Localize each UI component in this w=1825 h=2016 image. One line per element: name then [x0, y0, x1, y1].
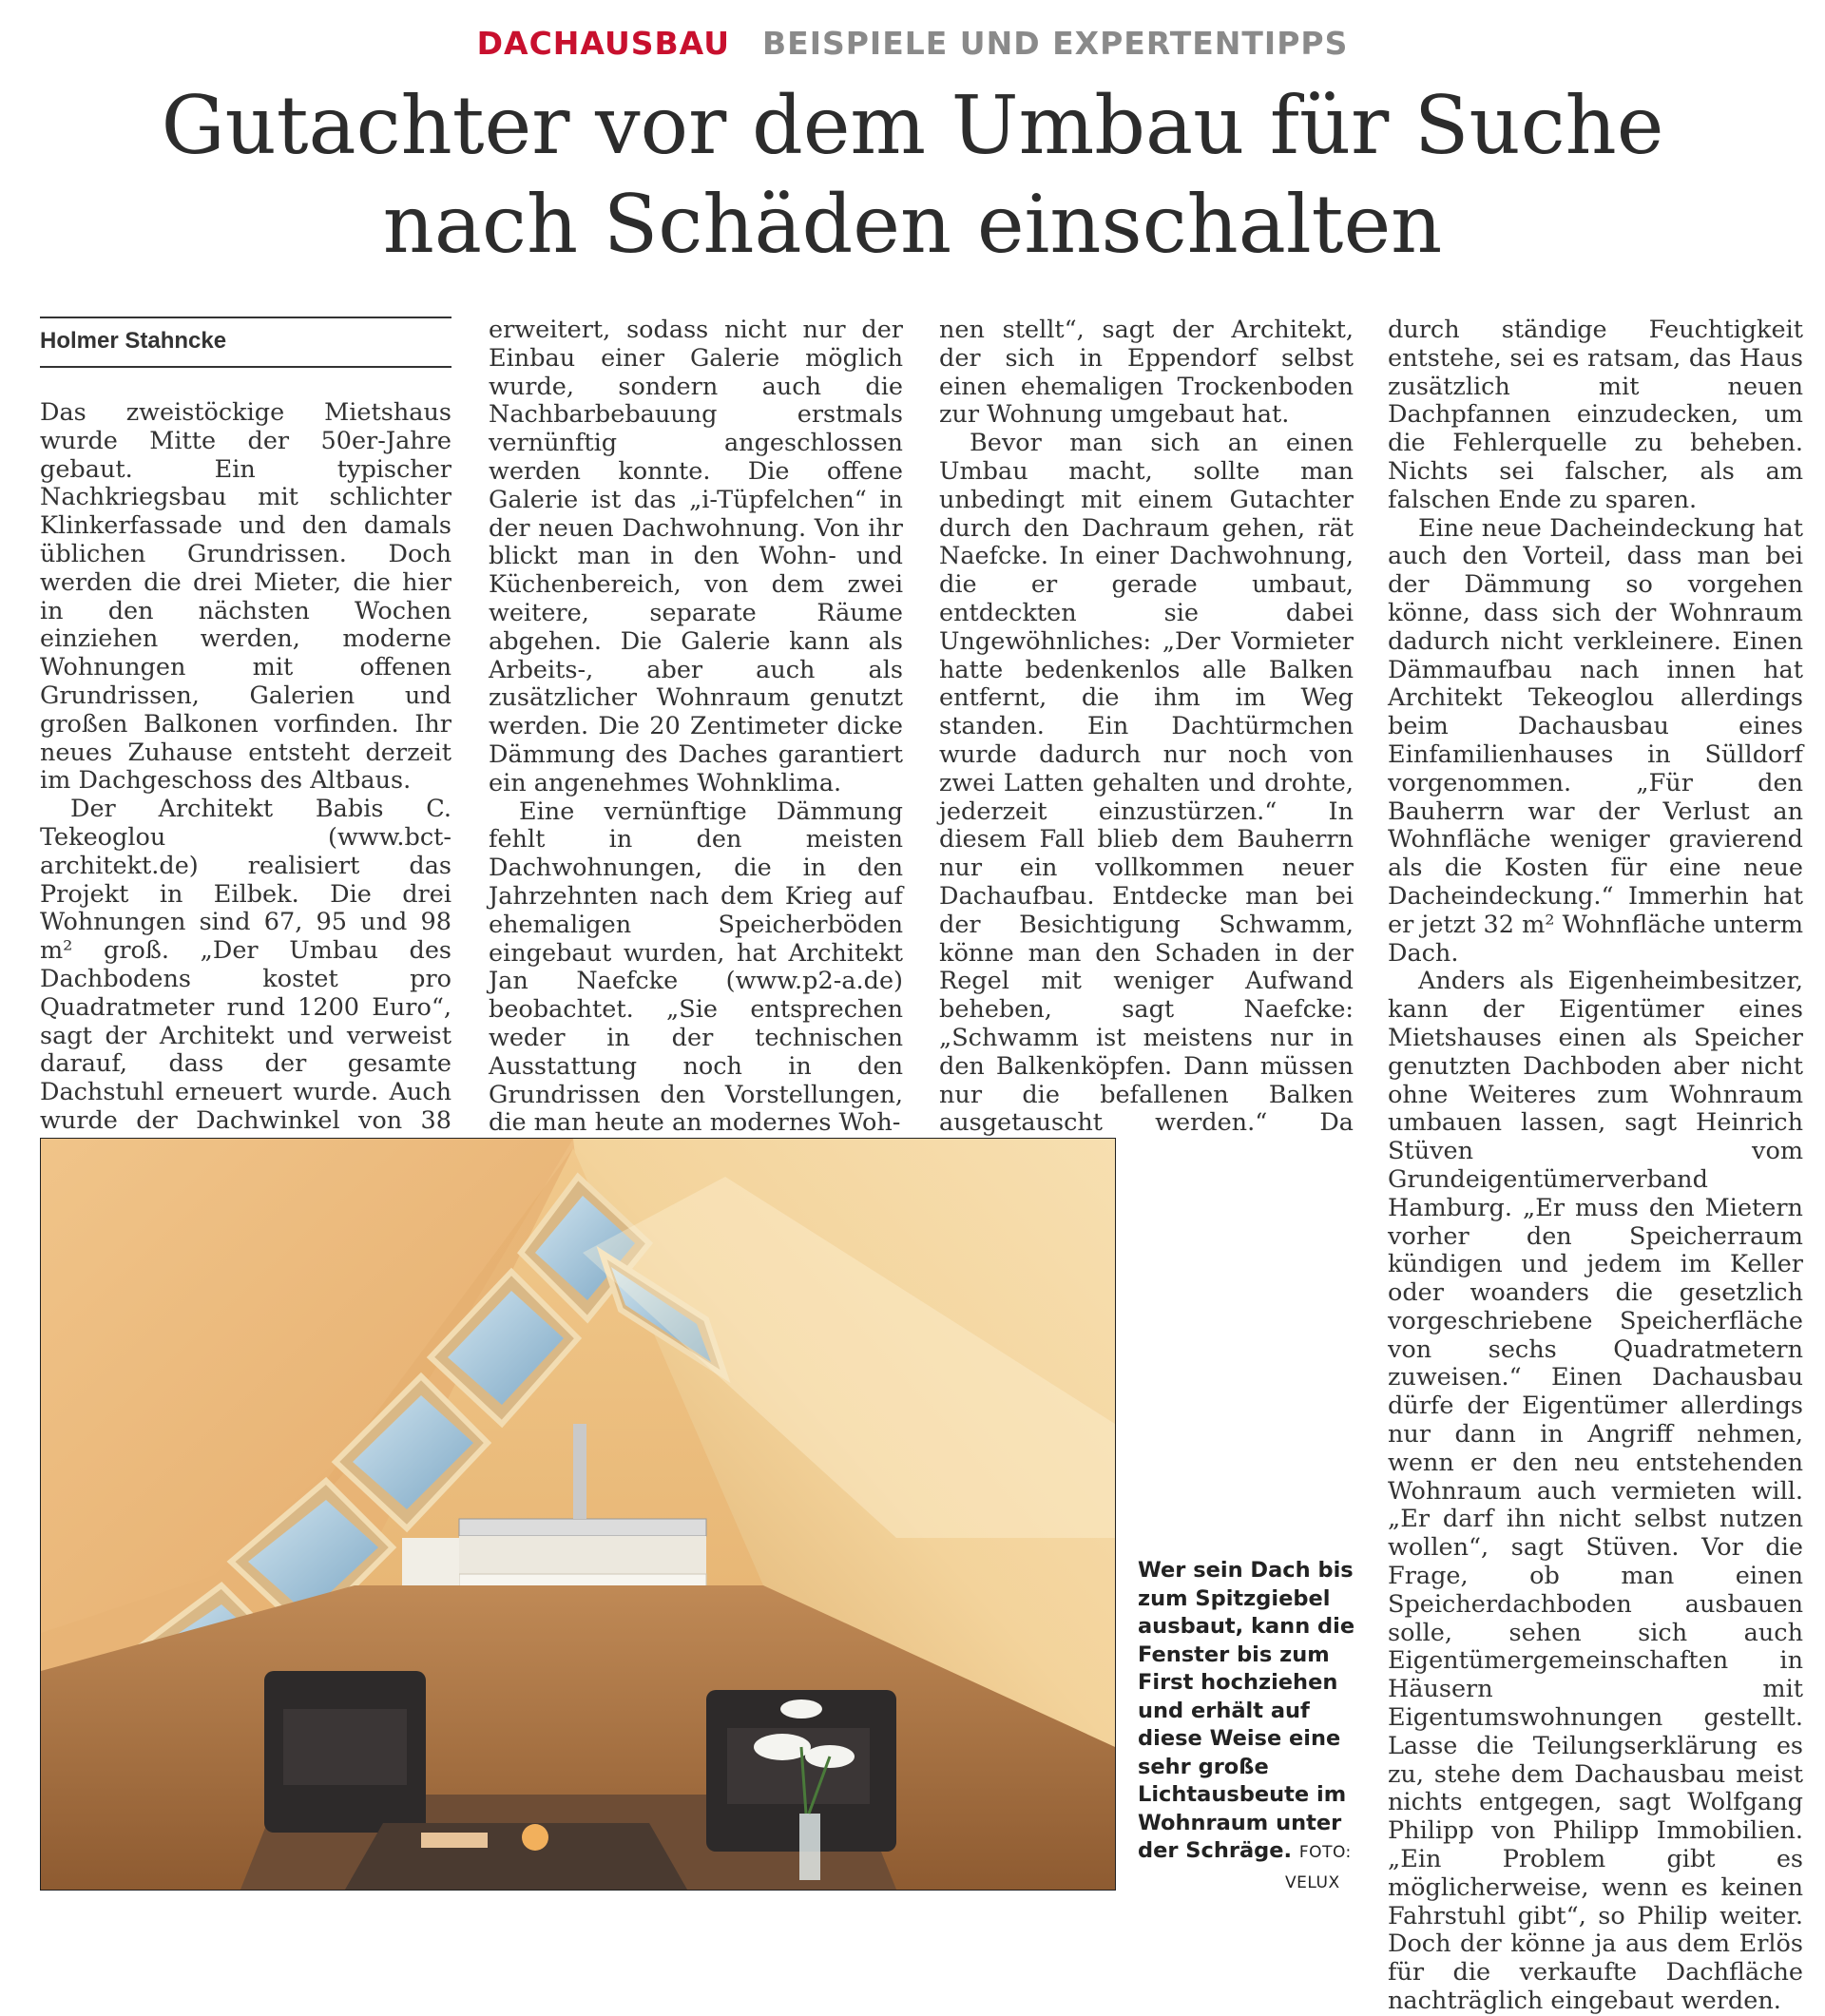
- paragraph: Eine neue Dacheindeckung hat auch den Vorteil, dass man bei der Dämmung so vorgehen könne, dass sich der Wohnraum dadurch nicht verkleinere. Einen Dämmaufbau nach innen hat Architekt Tekeoglou allerdings beim Dachausbau eines Einfamilienhauses in Sülldorf vorgenommen. „Für den Bauherrn war der Verlust an Wohnfläche weniger gravierend als die Kosten für eine neue Dacheindeckung.“ Immerhin hat er jetzt 32 m² Wohnfläche unterm Dach.: [1388, 513, 1803, 968]
- paragraph: Anders als Eigenheimbesitzer, kann der Eigentümer eines Mietshauses einen als Speicher genutzten Dachboden aber nicht ohne Weiteres zum Wohnraum umbauen lassen, sagt Heinrich Stüven vom Grundeigentümerverband Hamburg. „Er muss den Mietern vorher den Speicherraum kündigen und jedem im Keller oder woanders die gesetzlich vorgeschriebene Speicherfläche von sechs Quadratmetern zuweisen.“ Einen Dachausbau dürfe der Eigentümer allerdings nur dann in Angriff nehmen, wenn er den neu entstehenden Wohnraum auch vermieten will. „Er darf ihn nicht selbst nutzen wollen“, sagt Stüven. Vor die Frage, ob man einen Speicherdachboden ausbauen solle, sehen sich auch Eigentümergemeinschaften in Häusern mit Eigentumswohnungen gestellt. Lasse die Teilungserklärung es zu, stehe dem Dachausbau meist nichts entgegen, sagt Wolfgang Philipp von Philipp Immobilien. „Ein Problem gibt es möglicherweise, wenn es keinen Fahrstuhl gibt“, so Philip weiter. Doch der könne ja aus dem Erlös für die verkaufte Dachfläche nachträglich eingebaut werden.: [1388, 967, 1803, 2016]
- armchair-left: [264, 1671, 426, 1833]
- headline: [0, 76, 1825, 274]
- attic-interior-illustration: [41, 1139, 1115, 1890]
- byline: [40, 317, 451, 368]
- headline-line-1: Gutachter vor dem Umbau für Suche: [161, 79, 1664, 172]
- paragraph: Das zweistöckige Mietshaus wurde Mitte der 50er-Jahre gebaut. Ein typischer Nachkriegsbau mit schlichter Klinkerfassade und den damals üblichen Grundrissen. Doch werden die drei Mieter, die hier in den nächsten Wochen einziehen werden, moderne Wohnungen mit offenen Grundrissen, Galerien und großen Balkonen vorfinden. Ihr neues Zuhause entsteht derzeit im Dachgeschoss des Altbaus.: [40, 398, 451, 796]
- column-1: [40, 399, 451, 1164]
- photo-caption: [1138, 1557, 1356, 1868]
- headline-line-2: nach Schäden einschalten: [382, 178, 1443, 271]
- column-4: [1388, 317, 1803, 2016]
- paragraph: erweitert, sodass nicht nur der Einbau einer Galerie möglich wurde, sondern auch die Nachbarbebauung erstmals vernünftig angeschlossen werden konnte. Die offene Galerie ist das „i-Tüpfelchen“ in der neuen Dachwohnung. Von ihr blickt man in den Wohn- und Küchenbereich, von dem zwei weitere, separate Räume abgehen. Die Galerie kann als Arbeits-, aber auch als zusätzlicher Wohnraum genutzt werden. Die 20 Zentimeter dicke Dämmung des Daches garantiert ein angenehmes Wohnklima.: [489, 316, 903, 797]
- paragraph: durch ständige Feuchtigkeit entstehe, sei es ratsam, das Haus zusätzlich mit neuen Dachpfannen einzudecken, um die Fehlerquelle zu beheben. Nichts sei falscher, als am falschen Ende zu sparen.: [1388, 316, 1803, 514]
- author-name: Holmer Stahncke: [40, 328, 227, 354]
- paragraph: nen stellt“, sagt der Architekt, der sich in Eppendorf selbst einen ehemaligen Trockenboden zur Wohnung umgebaut hat.: [939, 316, 1354, 430]
- paragraph: Eine vernünftige Dämmung fehlt in den meisten Dachwohnungen, die in den Jahrzehnten nach dem Krieg auf ehemaligen Speicherböden eingebaut wurden, hat Architekt Jan Naefcke (www.p2-a.de) beobachtet. „Sie entsprechen weder in der technischen Ausstattung noch in den Grundrissen den Vorstellungen, die man heute an modernes Woh-: [489, 797, 903, 1138]
- column-3: [939, 317, 1354, 1166]
- topic-label: BEISPIELE UND EXPERTENTIPPS: [762, 25, 1349, 62]
- paragraph: Der Architekt Babis C. Tekeoglou (www.bct-architekt.de) realisiert das Projekt in Eilbek. Die drei Wohnungen sind 67, 95 und 98 m² groß. „Der Umbau des Dachbodens kostet pro Quadratmeter rund 1200 Euro“, sagt der Architekt und verweist darauf, dass der gesamte Dachstuhl erneuert wurde. Auch wurde der Dachwinkel von 38: [40, 795, 451, 1135]
- photo-credit-source: VELUX: [1285, 1873, 1340, 1892]
- caption-text: Wer sein Dach bis zum Spitzgiebel ausbaut, kann die Fenster bis zum First hochziehen und erhält auf diese Weise eine sehr große Lichtausbeute im Wohnraum unter der Schräge.: [1138, 1558, 1355, 1863]
- section-label: DACHAUSBAU: [476, 25, 730, 62]
- section-kicker: [0, 25, 1825, 62]
- article-photo: [40, 1138, 1116, 1891]
- paragraph: Bevor man sich an einen Umbau macht, sollte man unbedingt mit einem Gutachter durch den Dachraum gehen, rät Naefcke. In einer Dachwohnung, die er gerade umbaut, entdeckten sie dabei Ungewöhnliches: „Der Vormieter hatte bedenkenlos alle Balken entfernt, die ihm im Weg standen. Ein Dachtürmchen wurde dadurch nur noch von zwei Latten gehalten und drohte, jederzeit einzustürzen.“ In diesem Fall blieb dem Bauherrn nur ein vollkommen neuer Dachaufbau. Entdecke man bei der Besichtigung Schwamm, könne man den Schaden in der Regel mit weniger Aufwand beheben, sagt Naefcke: „Schwamm ist meistens nur in den Balkenköpfen. Dann müssen nur die befallenen Balken ausgetauscht werden.“ Da: [939, 429, 1354, 1138]
- column-2: [489, 317, 903, 1138]
- photo-credit-label: FOTO:: [1298, 1843, 1352, 1862]
